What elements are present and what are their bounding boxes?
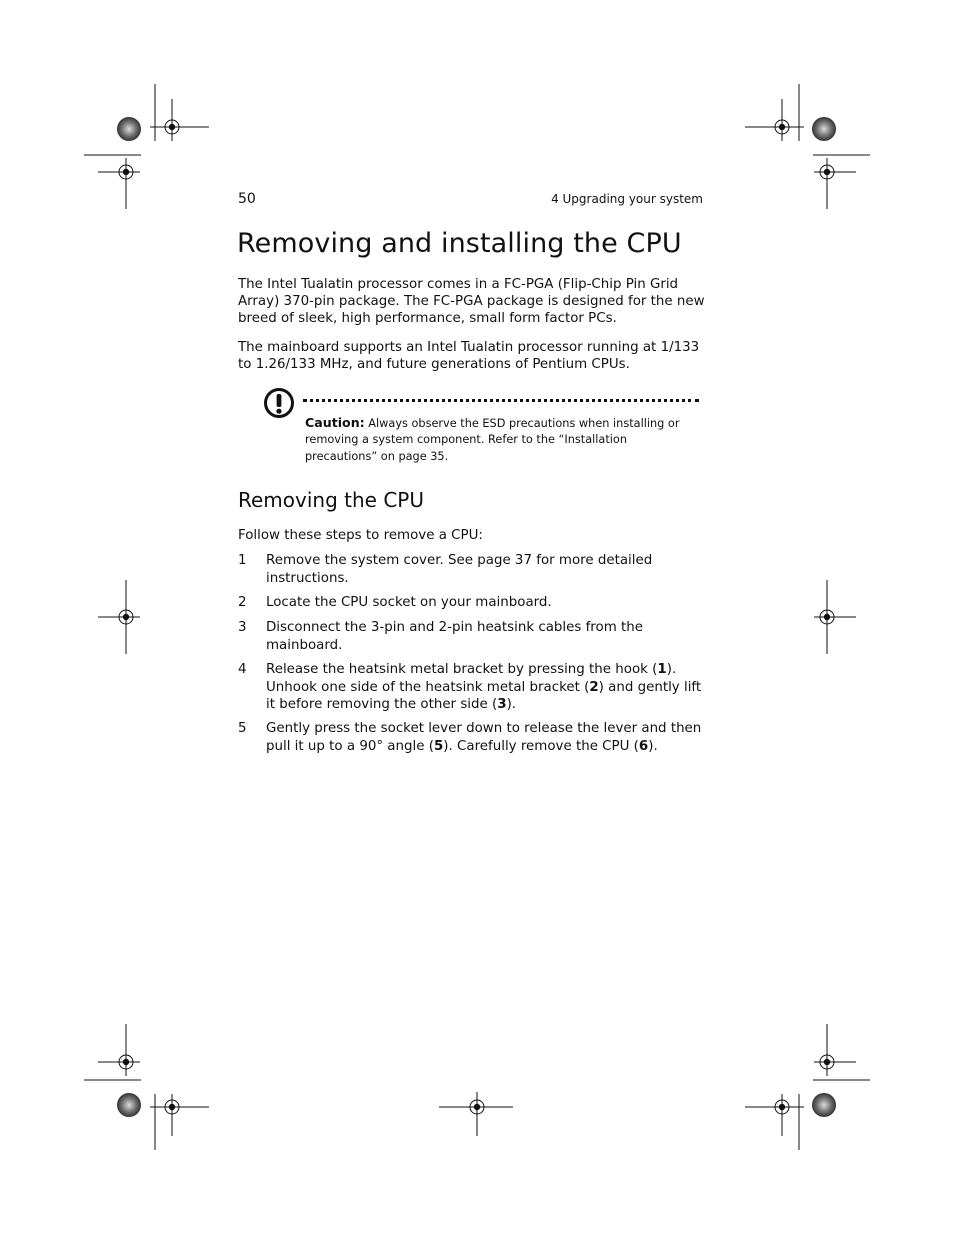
step-text-run: ). <box>506 697 517 713</box>
step-text-run: Locate the CPU socket on your mainboard. <box>266 595 552 610</box>
step-number: 3 <box>238 620 247 635</box>
step-text-run: ) and gently lift it before removing the other side ( <box>266 679 702 713</box>
step-number: 5 <box>238 721 247 736</box>
intro-paragraph-2: The mainboard supports an Intel Tualatin processor running at 1/133 to 1.26/133 MHz, and future generations of Pentium CPUs. <box>238 340 700 373</box>
figure-callout-number: 3 <box>497 697 507 713</box>
step-text <box>266 661 708 714</box>
list-item <box>238 552 708 587</box>
step-text <box>266 720 708 755</box>
step-text-run: Release the heatsink metal bracket by pressing the hook ( <box>266 662 658 677</box>
caution-divider <box>303 399 699 402</box>
list-item <box>238 720 708 755</box>
step-text-run: ). Carefully remove the CPU ( <box>443 738 639 754</box>
steps-lead: Follow these steps to remove a CPU: <box>238 528 483 543</box>
step-text-run: ). <box>648 738 658 754</box>
step-text-run: Disconnect the 3-pin and 2-pin heatsink cables from the mainboard. <box>266 620 643 653</box>
registration-mark-icon <box>159 1094 185 1120</box>
color-rosette-icon <box>117 117 141 141</box>
step-text <box>266 552 708 587</box>
chapter-title: 4 Upgrading your system <box>551 192 703 206</box>
page-title: Removing and installing the CPU <box>237 228 682 259</box>
page-number: 50 <box>238 191 256 207</box>
figure-callout-number: 1 <box>657 662 667 677</box>
step-text-run: Remove the system cover. See page 37 for more detailed instructions. <box>266 553 653 586</box>
color-rosette-icon <box>812 1093 836 1117</box>
registration-mark-icon <box>113 159 139 185</box>
intro-paragraph-1: The Intel Tualatin processor comes in a FC-PGA (Flip-Chip Pin Grid Array) 370-pin package. The FC-PGA package is designed for the new breed of sleek, high performance, small form factor PCs. <box>238 277 705 327</box>
step-text <box>266 619 708 654</box>
color-rosette-icon <box>117 1093 141 1117</box>
step-text-run: Gently press the socket lever down to release the lever and then pull it up to a 90° angle ( <box>266 721 702 754</box>
registration-mark-icon <box>159 114 185 140</box>
list-item <box>238 619 708 654</box>
step-number: 1 <box>238 553 247 568</box>
registration-mark-icon <box>814 604 840 630</box>
section-heading: Removing the CPU <box>238 488 424 512</box>
caution-exclamation-icon <box>263 387 295 423</box>
color-rosette-icon <box>812 117 836 141</box>
list-item <box>238 661 708 714</box>
step-text <box>266 594 708 612</box>
registration-mark-icon <box>814 1049 840 1075</box>
caution-note <box>305 415 700 465</box>
caution-message: Always observe the ESD precautions when installing or removing a system component. Refer to the “Installation precautions” on page 35. <box>305 417 680 463</box>
registration-mark-icon <box>113 1049 139 1075</box>
registration-mark-icon <box>464 1094 490 1120</box>
registration-mark-icon <box>769 114 795 140</box>
figure-callout-number: 2 <box>589 679 599 695</box>
figure-callout-number: 5 <box>433 738 444 754</box>
step-number: 4 <box>238 662 247 677</box>
registration-mark-icon <box>814 159 840 185</box>
caution-label: Caution: <box>305 415 365 430</box>
figure-callout-number: 6 <box>638 738 649 754</box>
step-text-run: ). Unhook one side of the heatsink metal bracket ( <box>266 662 677 695</box>
list-item <box>238 594 708 612</box>
step-number: 2 <box>238 595 247 610</box>
registration-mark-icon <box>113 604 139 630</box>
registration-mark-icon <box>769 1094 795 1120</box>
